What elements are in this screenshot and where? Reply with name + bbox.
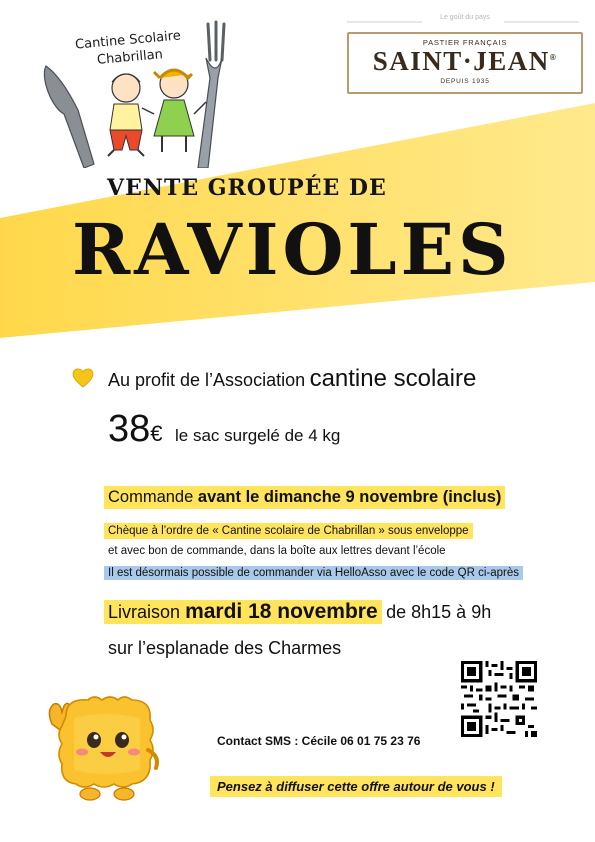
delivery-time: de 8h15 à 9h bbox=[386, 602, 492, 622]
brand-top-rule bbox=[347, 20, 579, 24]
brand-tagline: Le goût du pays bbox=[440, 14, 490, 21]
share-message: Pensez à diffuser cette offre autour de vous ! bbox=[210, 776, 502, 797]
order-prefix: Commande bbox=[108, 488, 194, 506]
delivery-place: sur l’esplanade des Charmes bbox=[108, 638, 342, 658]
cantine-logo-line2: Chabrillan bbox=[96, 47, 164, 68]
brand-subtitle: PASTIER FRANÇAIS bbox=[422, 38, 508, 47]
benefit-prefix: Au profit de l’Association bbox=[108, 370, 306, 390]
order-deadline-line bbox=[104, 486, 505, 509]
price-amount: 38 bbox=[108, 408, 151, 450]
brand-since: DEPUIS 1935 bbox=[440, 78, 490, 85]
price-currency: € bbox=[150, 421, 163, 446]
benefit-name: cantine scolaire bbox=[309, 365, 477, 392]
cantine-logo-line1: Cantine Scolaire bbox=[74, 28, 182, 53]
price-line bbox=[108, 408, 340, 451]
delivery-date: mardi 18 novembre bbox=[185, 600, 378, 623]
qr-code-icon[interactable] bbox=[461, 661, 537, 737]
brand-name-text: SAINT·JEAN bbox=[372, 46, 550, 76]
delivery-prefix: Livraison bbox=[108, 602, 181, 622]
title-main: RAVIOLES bbox=[72, 208, 513, 291]
contact-sms: Contact SMS : Cécile 06 01 75 23 76 bbox=[217, 734, 421, 748]
order-instructions-line1: Chèque à l’ordre de « Cantine scolaire de Chabrillan » sous enveloppe bbox=[104, 523, 473, 539]
order-deadline: avant le dimanche 9 novembre (inclus) bbox=[197, 488, 502, 506]
brand-name bbox=[347, 46, 583, 77]
yellow-heart-icon bbox=[72, 368, 94, 388]
order-instructions-line2: et avec bon de commande, dans la boîte aux lettres devant l’école bbox=[108, 545, 446, 557]
delivery-highlight bbox=[104, 600, 382, 624]
price-description: le sac surgelé de 4 kg bbox=[174, 426, 341, 445]
brand-trademark: ® bbox=[549, 53, 558, 62]
delivery-line bbox=[104, 600, 491, 624]
order-helloasso-line: Il est désormais possible de commander via HelloAsso avec le code QR ci-après bbox=[104, 566, 523, 580]
benefit-line bbox=[108, 365, 476, 393]
title-line1: VENTE GROUPÉE DE bbox=[107, 175, 387, 201]
ravioli-mascot-illustration bbox=[44, 690, 162, 805]
